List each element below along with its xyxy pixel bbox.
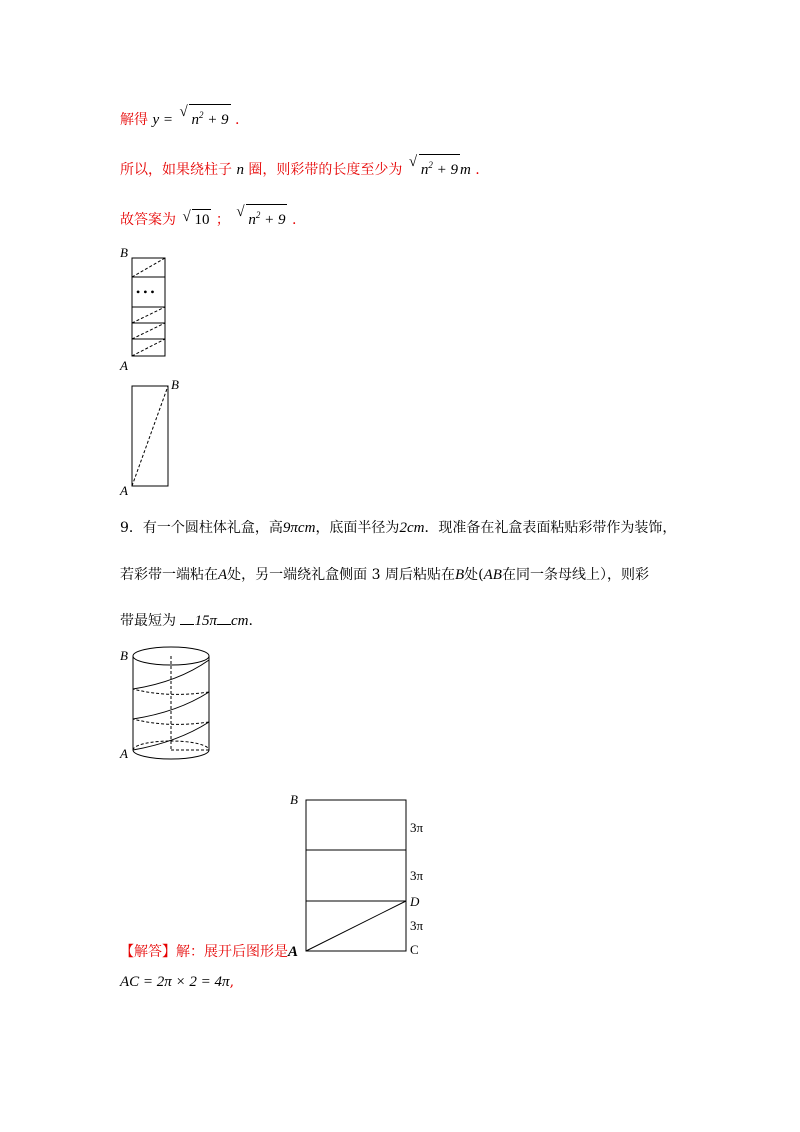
line2-var: n: [236, 162, 244, 178]
line2-unit: m: [459, 162, 471, 178]
problem9-line-3: [120, 611, 253, 631]
problem9-ab: AB: [483, 567, 502, 583]
fig2-label-b: B: [171, 377, 179, 392]
fig4-label-d: D: [410, 894, 420, 909]
line2-rest: + 9: [436, 162, 458, 178]
line1-sqrt: √ $n^2 + 9$: [179, 104, 229, 128]
problem9-line-2: [120, 565, 649, 585]
problem9-point-a: A: [218, 567, 228, 583]
solution-equation: AC = 2π × 2 = 4π: [120, 974, 230, 990]
problem9-t8: 带最短为: [120, 613, 176, 629]
line3-sqrt-a: √ 10: [182, 209, 210, 228]
line1-prefix: 解得: [120, 112, 148, 128]
line1-exp: 2: [198, 110, 204, 120]
figure-rectangle-diagonal: [118, 376, 188, 498]
line1-end: .: [235, 112, 240, 128]
problem9-number: 9．: [120, 520, 143, 536]
line2-rad-var: n: [420, 162, 429, 178]
fig4-seg2: 3π: [410, 868, 424, 883]
fig4-label-b: B: [290, 792, 298, 807]
solution-line-1: [120, 104, 239, 130]
figure-cylinder: [118, 642, 218, 768]
problem9-unit: cm: [230, 613, 249, 629]
figure-stacked-boxes: [118, 244, 178, 374]
fig3-label-b: B: [120, 648, 128, 663]
line2-prefix: 所以，如果绕柱子: [120, 162, 232, 178]
solution-line-2: [120, 154, 480, 180]
problem9-radius: 2cm: [399, 520, 425, 536]
fig1-dots: • • •: [136, 285, 155, 299]
line1-rest: + 9: [207, 112, 229, 128]
problem9-t2: ，底面半径为: [315, 520, 400, 536]
problem9-point-b: B: [454, 567, 465, 583]
line3-end: .: [291, 212, 297, 228]
problem9-t4: 若彩带一端粘在: [120, 567, 218, 583]
line3-rad-var: n: [248, 212, 256, 228]
solution-end: ,: [229, 974, 235, 990]
fig2-label-a: A: [120, 483, 128, 498]
fig4-seg3: 3π: [410, 918, 424, 933]
line2-exp: 2: [428, 160, 433, 170]
problem9-t7: 在同一条母线上），则彩: [501, 567, 649, 583]
figure-unfolded-rectangle: [284, 790, 444, 960]
line2-sqrt: √ $n^2 + 9$: [408, 154, 458, 178]
fig4-seg1: 3π: [410, 820, 424, 835]
problem9-height: 9πcm: [282, 520, 316, 536]
problem9-t3: ．现准备在礼盒表面粘贴彩带作为装饰，: [424, 520, 677, 536]
line3-sqrt-b: √ $n^2 + 9$: [236, 204, 286, 228]
line3-exp: 2: [255, 210, 261, 220]
fig1-label-a: A: [120, 358, 128, 373]
problem9-end: .: [248, 613, 253, 629]
line2-mid: 圈，则彩带的长度至少为: [248, 162, 403, 178]
line3-a: 10: [192, 209, 211, 230]
solution-9-line-1: [120, 942, 298, 962]
problem9-t6: 处(: [464, 567, 484, 583]
fig3-label-a: A: [120, 746, 128, 761]
problem9-t1: 有一个圆柱体礼盒，高: [142, 520, 283, 536]
solution-point-a: A: [288, 944, 299, 960]
problem9-answer: 15π: [194, 613, 217, 629]
line2-end: .: [475, 162, 480, 178]
solution-9-line-2: [120, 972, 234, 992]
line1-rad-var: n: [191, 112, 199, 128]
solution-text: 解：展开后图形是: [176, 944, 288, 960]
solution-line-3: [120, 204, 296, 230]
line3-sep: ；: [215, 212, 230, 228]
problem9-t5: 处，另一端绕礼盒侧面 3 周后粘贴在: [227, 567, 455, 583]
problem9-line-1: [120, 518, 676, 538]
solution-bracket: 【解答】: [120, 944, 176, 960]
line3-rest: + 9: [264, 212, 286, 228]
line3-prefix: 故答案为: [120, 212, 176, 228]
fig4-label-c: C: [410, 942, 419, 957]
fig1-label-b: B: [120, 245, 128, 260]
line1-lhs: y =: [152, 112, 173, 128]
